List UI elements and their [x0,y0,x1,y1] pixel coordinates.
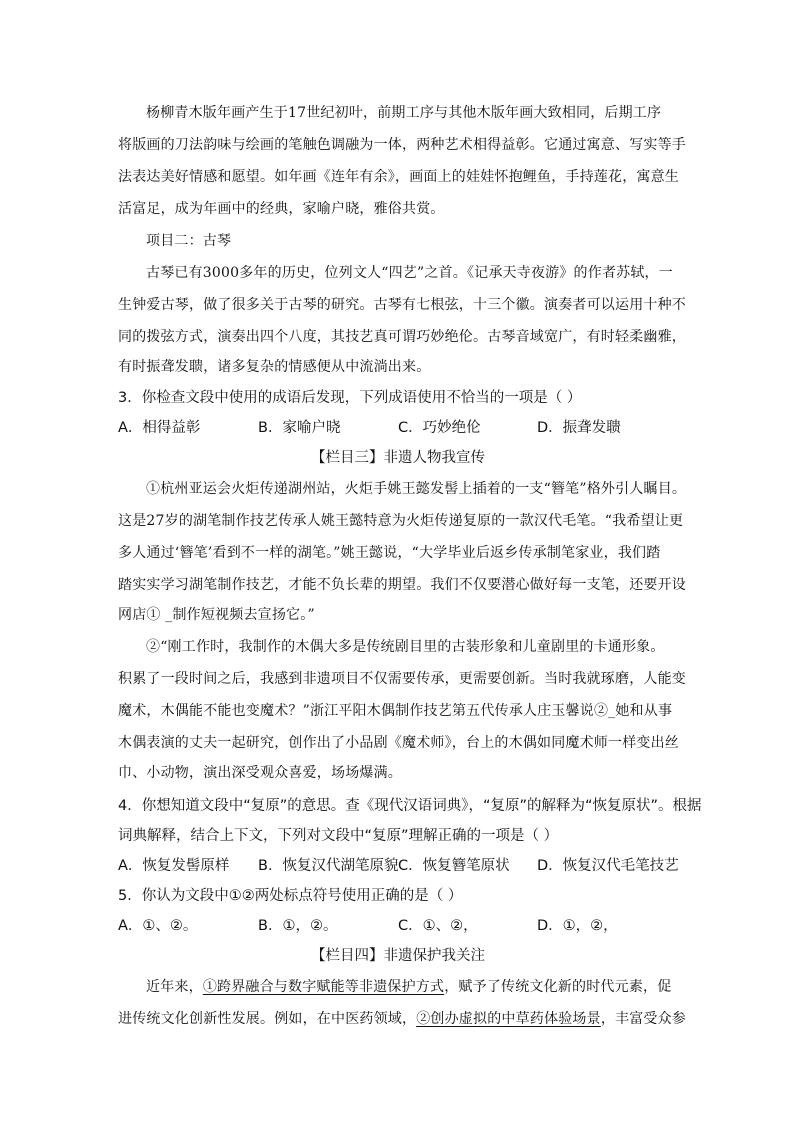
question-3-stem: 3．你检查文段中使用的成语后发现，下列成语使用不恰当的一项是（ ） [118,390,582,406]
question-4-stem: 词典解释，结合上下文，下列对文段中“复原”理解正确的一项是（ ） [118,828,559,844]
paragraph-line: ①杭州亚运会火炬传递湖州站，火炬手姚王懿发髻上插着的一支“簪笔”格外引人瞩目。 [146,481,687,497]
paragraph-line: 同的拨弦方式，演奏出四个八度，其技艺真可谓巧妙绝伦。古琴音域宽广，有时轻柔幽雅， [118,329,686,345]
text-span: ，赋予了传统文化新的时代元素，促 [444,979,672,995]
section-title: 【栏目四】非遗保护我关注 [311,948,485,964]
q3-option-d[interactable]: D．振聋发聩 [537,420,621,436]
q4-option-c[interactable]: C．恢复簪笔原状 [398,858,510,874]
q5-option-c[interactable]: C．①、②， [398,918,478,934]
q4-option-d[interactable]: D．恢复汉代毛笔技艺 [537,858,679,874]
text-span: 近年来， [146,979,203,995]
paragraph-line: 网店① _制作短视频去宣扬它。” [118,607,315,623]
paragraph-line: 踏实实学习湖笔制作技艺，才能不负长辈的期望。我们不仅要潜心做好每一支笔，还要开设 [118,577,686,593]
paragraph-line: 魔术，木偶能不能也变魔术？”浙江平阳木偶制作技艺第五代传承人庄玉馨说②_她和从事 [118,703,673,719]
paragraph-line: 木偶表演的丈夫一起研究，创作出了小品剧《魔术师》，台上的木偶如同魔术师一样变出丝 [118,735,679,751]
paragraph-line [146,976,706,996]
paragraph-line: 活富足，成为年画中的经典，家喻户晓，雅俗共赏。 [118,201,445,217]
paragraph-line: 生钟爱古琴，做了很多关于古琴的研究。古琴有七根弦，十三个徽。演奏者可以运用十种不 [118,297,686,313]
text-span: ，丰富受众参 [600,1011,687,1027]
paragraph-line: 杨柳青木版年画产生于17世纪初叶，前期工序与其他木版年画大致相同，后期工序 [146,105,662,121]
q3-option-c[interactable]: C．巧妙绝伦 [398,420,481,436]
paragraph-line [118,1008,687,1028]
question-4-stem: 4．你想知道文段中“复原”的意思。查《现代汉语词典》，“复原”的解释为“恢复原状”。根据 [118,798,702,814]
underlined-phrase-2: ②创办虚拟的中草药体验场景 [416,1011,601,1027]
q4-option-b[interactable]: B．恢复汉代湖笔原貌 [258,858,399,874]
paragraph-line: ②“刚工作时，我制作的木偶大多是传统剧目里的古装形象和儿童剧里的卡通形象。 [146,639,665,655]
paragraph-line: 有时振聋发聩，诸多复杂的情感便从中流淌出来。 [118,359,431,375]
paragraph-line: 法表达美好情感和愿望。如年画《连年有余》，画面上的娃娃怀抱鲤鱼，手持莲花，寓意生 [118,169,679,185]
paragraph-line: 将版画的刀法韵味与绘画的笔触色调融为一体，两种艺术相得益彰。它通过寓意、写实等手 [118,137,686,153]
paragraph-line: 巾、小动物，演出深受观众喜爱，场场爆满。 [118,765,402,781]
paragraph-line: 积累了一段时间之后，我感到非遗项目不仅需要传承，更需要创新。当时我就琢磨，人能变 [118,671,686,687]
q5-option-a[interactable]: A．①、②。 [118,918,198,934]
section-title: 【栏目三】非遗人物我宣传 [311,450,485,466]
q5-option-b[interactable]: B．①，②。 [258,918,338,934]
paragraph-line: 这是27岁的湖笔制作技艺传承人姚王懿特意为火炬传递复原的一款汉代毛笔。“我希望让更 [118,513,684,529]
q5-option-d[interactable]: D．①，②， [537,918,618,934]
question-5-stem: 5．你认为文段中①②两处标点符号使用正确的是（ ） [118,888,463,904]
q3-option-a[interactable]: A．相得益彰 [118,420,201,436]
underlined-phrase-1: ①跨界融合与数字赋能等非遗保护方式 [202,979,445,995]
project-title: 项目二：古琴 [146,233,232,249]
paragraph-line: 多人通过‘簪笔’看到不一样的湖笔。”姚王懿说，“大学毕业后返乡传承制笔家业，我们踏 [118,545,661,561]
paragraph-line: 古琴已有3000多年的历史，位列文人“四艺”之首。《记承天寺夜游》的作者苏轼，一 [146,265,673,281]
q4-option-a[interactable]: A．恢复发髻原样 [118,858,230,874]
text-span: 进传统文化创新性发展。例如，在中医药领域， [118,1011,417,1027]
q3-option-b[interactable]: B．家喻户晓 [258,420,341,436]
